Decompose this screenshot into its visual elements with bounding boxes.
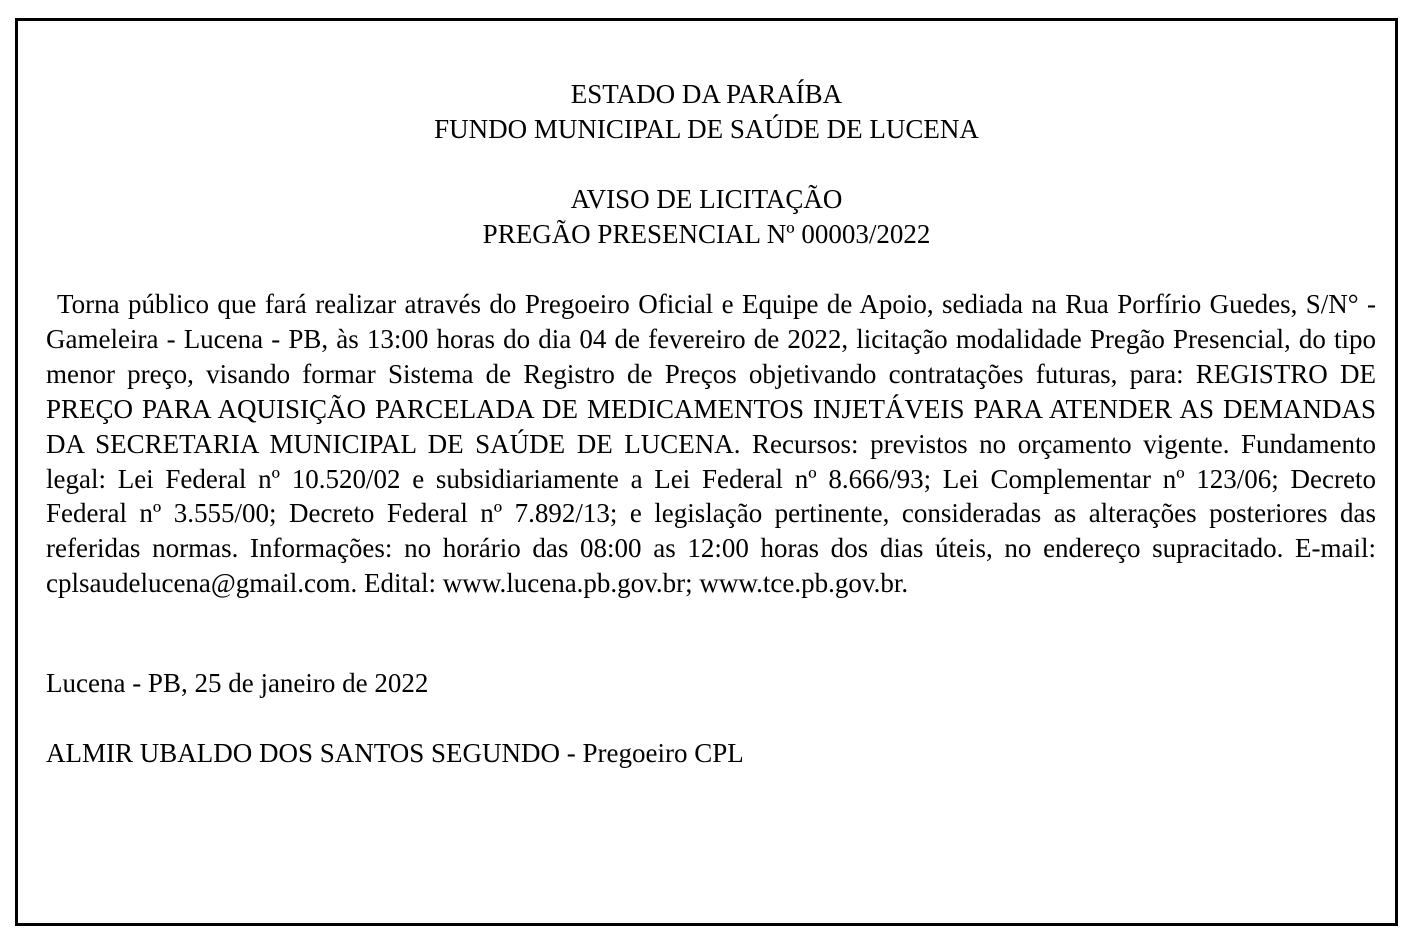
place-date: Lucena - PB, 25 de janeiro de 2022 (46, 668, 429, 698)
notice-title: AVISO DE LICITAÇÃO (570, 184, 843, 214)
notice-body: Torna público que fará realizar através do Pregoeiro Oficial e Equipe de Apoio, sediada na Rua Porfírio Guedes, S/N° - Gameleira - Lucena - PB, às 13:00 horas do dia 04 de fevereiro de 2022, licitação modalidade Pregão Presencial, do tipo menor preço, visando formar Sistema de Registro de Preços objetivando contratações futuras, para: REGISTRO DE PREÇO PARA AQUISIÇÃO PARCELADA DE MEDICAMENTOS INJETÁVEIS PARA ATENDER AS DEMANDAS DA SECRETARIA MUNICIPAL DE SAÚDE DE LUCENA. Recursos: previstos no orçamento vigente. Fundamento legal: Lei Federal nº 10.520/02 e subsidiariamente a Lei Federal nº 8.666/93; Lei Complementar nº 123/06; Decreto Federal nº 3.555/00; Decreto Federal nº 7.892/13; e legislação pertinente, consideradas as alterações posteriores das referidas normas. Informações: no horário das 08:00 as 12:00 horas dos dias úteis, no endereço supracitado. E-mail: cplsaudelucena@gmail.com. Edital: www.lucena.pb.gov.br; www.tce.pb.gov.br. (46, 289, 1376, 599)
header-state: ESTADO DA PARAÍBA (570, 79, 843, 109)
notice-frame (15, 18, 1398, 926)
header-fund: FUNDO MUNICIPAL DE SAÚDE DE LUCENA (434, 114, 979, 144)
signature-line: ALMIR UBALDO DOS SANTOS SEGUNDO - Pregoeiro CPL (46, 738, 744, 768)
process-number: PREGÃO PRESENCIAL Nº 00003/2022 (482, 219, 931, 249)
